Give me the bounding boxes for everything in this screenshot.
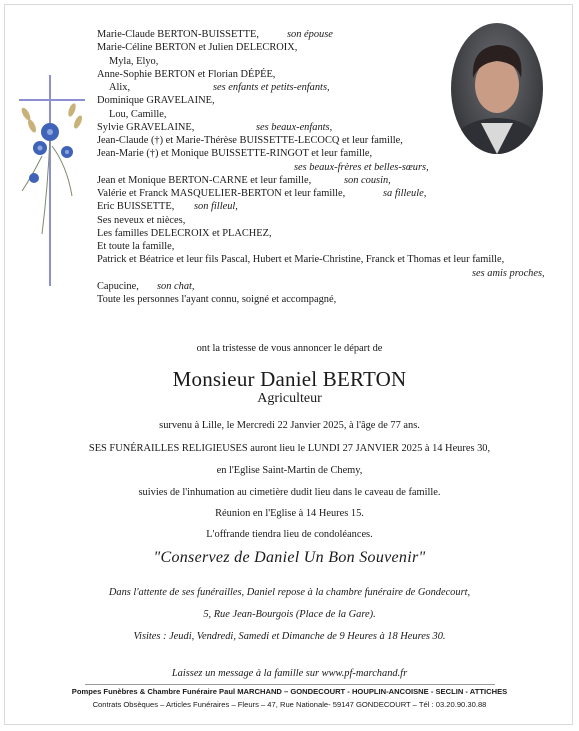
family-member-text: Alix, [109, 82, 131, 93]
family-role-text: sa filleule, [383, 188, 427, 199]
repose-address: 5, Rue Jean-Bourgois (Place de la Gare). [203, 609, 376, 620]
family-role-text: ses amis proches, [472, 267, 545, 279]
family-row [97, 68, 504, 81]
family-row [97, 267, 545, 280]
family-member-text: Marie-Claude BERTON-BUISSETTE, [97, 29, 259, 40]
family-row [97, 214, 504, 227]
family-role-text: ses beaux-enfants, [256, 121, 333, 133]
visiting-hours: Visites : Jeudi, Vendredi, Samedi et Dimanche de 9 Heures à 18 Heures 30. [133, 631, 446, 642]
family-row [97, 94, 504, 107]
family-role-text: son filleul, [194, 201, 238, 213]
family-member-text: Lou, Camille, [109, 108, 167, 120]
family-role-text: son épouse [287, 29, 333, 40]
family-row [97, 134, 504, 147]
family-row [97, 41, 504, 54]
family-row [97, 200, 504, 213]
announcement-text: ont la tristesse de vous annoncer le départ de [196, 343, 383, 354]
church-location: en l'Eglise Saint-Martin de Chemy, [216, 465, 363, 476]
family-row [97, 174, 504, 187]
condolence-message-link[interactable]: Laissez un message à la famille sur www.pf-marchand.fr [171, 668, 408, 679]
family-member-text: Valérie et Franck MASQUELIER-BERTON et leur famille, [97, 188, 346, 199]
footer-divider [85, 684, 495, 685]
funeral-details: SES FUNÉRAILLES RELIGIEUSES auront lieu le LUNDI 27 JANVIER 2025 à 14 Heures 30, [88, 443, 491, 454]
cornflower-wheat-icon [12, 96, 92, 236]
funeral-home-contact: Contrats Obsèques – Articles Funéraires – Fleurs – 47, Rue Nationale- 59147 GONDECOURT – Tél : 03.20.90.30.88 [92, 700, 487, 709]
funeral-home-name: Pompes Funèbres & Chambre Funéraire Paul MARCHAND – GONDECOURT - HOUPLIN-ANCOISNE - SECLIN - ATTICHES [71, 687, 508, 696]
family-row [97, 293, 504, 306]
family-member-text: Marie-Céline BERTON et Julien DELECROIX, [97, 42, 298, 54]
family-row [97, 240, 504, 253]
family-member-text: Eric BUISSETTE, [97, 201, 175, 213]
burial-details: suivies de l'inhumation au cimetière dudit lieu dans le caveau de famille. [138, 487, 441, 498]
family-member-text: Sylvie GRAVELAINE, [97, 121, 195, 133]
family-member-text: Capucine, [97, 280, 139, 292]
family-row [97, 28, 504, 41]
family-member-text: Ses neveux et nièces, [97, 214, 186, 226]
family-member-text: Jean et Monique BERTON-CARNE et leur famille, [97, 174, 312, 186]
repose-info: Dans l'attente de ses funérailles, Daniel repose à la chambre funéraire de Gondecourt, [108, 587, 471, 598]
deceased-occupation: Agriculteur [257, 391, 322, 406]
family-row [97, 280, 504, 293]
deceased-name: Monsieur Daniel BERTON [172, 367, 407, 391]
family-member-text: Les familles DELECROIX et PLACHEZ, [97, 227, 272, 239]
memorial-quote: "Conservez de Daniel Un Bon Souvenir" [153, 549, 426, 566]
family-role-text: ses beaux-frères et belles-sœurs, [294, 161, 429, 173]
family-row [97, 227, 504, 240]
family-member-text: Toute les personnes l'ayant connu, soigné et accompagné, [97, 294, 337, 305]
death-details: survenu à Lille, le Mercredi 22 Janvier 2025, à l'âge de 77 ans. [159, 420, 420, 431]
family-member-text: Jean-Claude (†) et Marie-Thérèse BUISSETTE-LECOCQ et leur famille, [97, 135, 403, 146]
family-member-text: Dominique GRAVELAINE, [97, 95, 215, 107]
family-member-text: Anne-Sophie BERTON et Florian DÉPÉE, [97, 68, 276, 80]
family-row [97, 253, 504, 266]
family-member-text: Myla, Elyo, [109, 55, 159, 67]
offering-note: L'offrande tiendra lieu de condoléances. [206, 529, 373, 540]
family-row [97, 81, 504, 94]
family-role-text: son chat, [157, 280, 195, 292]
family-role-text: ses enfants et petits-enfants, [213, 82, 330, 93]
family-row [97, 55, 504, 68]
family-list [97, 28, 545, 306]
family-row [97, 147, 504, 160]
family-row [97, 121, 504, 134]
family-member-text: Patrick et Béatrice et leur fils Pascal, Hubert et Marie-Christine, Franck et Thomas et leur famille, [97, 254, 505, 266]
family-row [97, 187, 504, 200]
family-member-text: Et toute la famille, [97, 241, 175, 252]
family-row [97, 161, 504, 174]
family-row [97, 108, 504, 121]
family-member-text: Jean-Marie (†) et Monique BUISSETTE-RINGOT et leur famille, [97, 148, 373, 160]
meeting-time: Réunion en l'Eglise à 14 Heures 15. [215, 508, 364, 519]
family-role-text: son cousin, [344, 174, 391, 186]
